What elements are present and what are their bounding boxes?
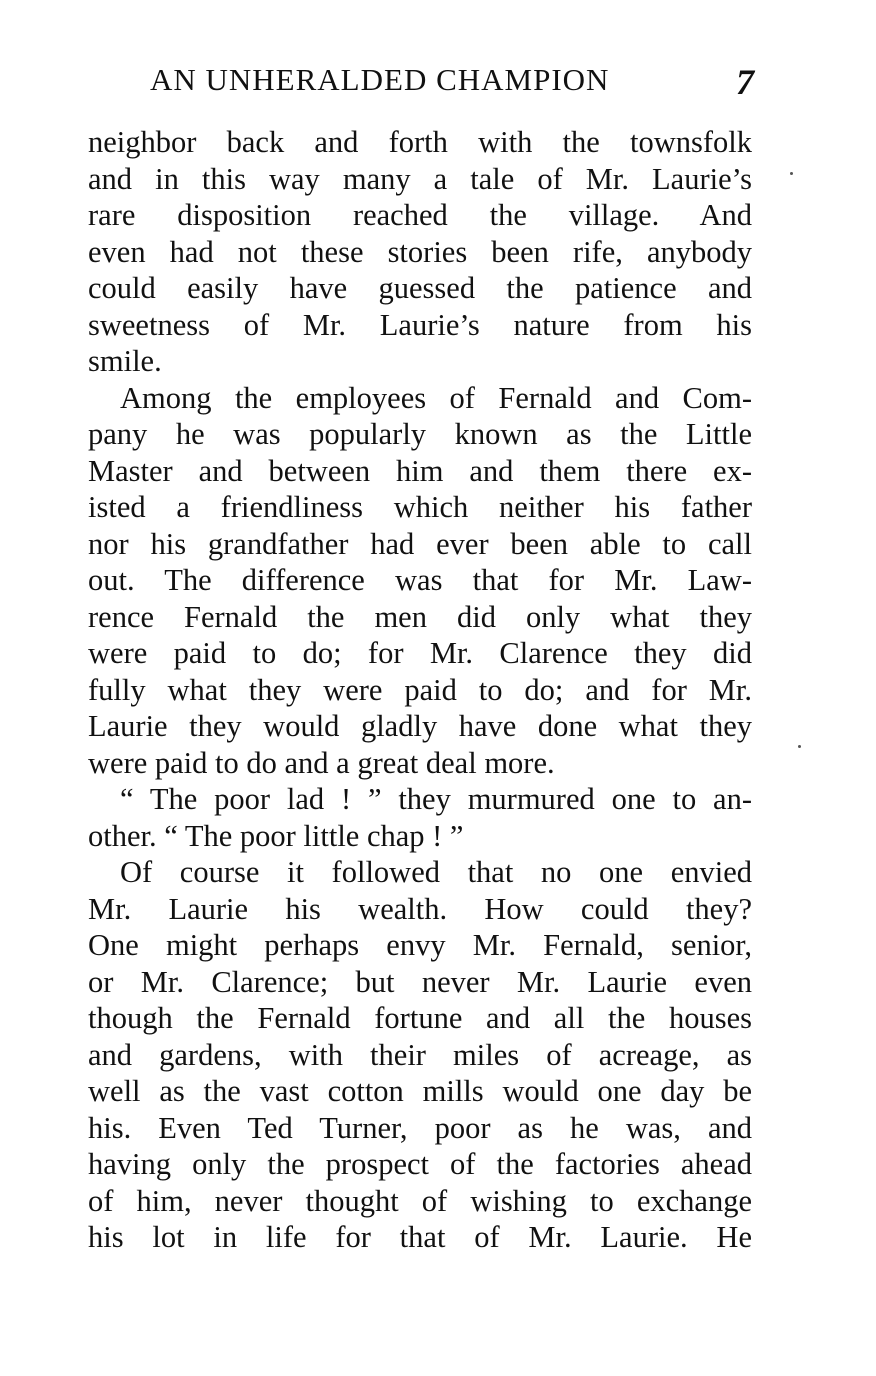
text-line: sweetness of Mr. Laurie’s nature from his	[88, 307, 752, 342]
running-title: AN UNHERALDED CHAMPION	[150, 62, 610, 97]
text-line: and gardens, with their miles of acreage, as	[88, 1037, 752, 1072]
text-line: his. Even Ted Turner, poor as he was, and	[88, 1110, 752, 1145]
text-line: isted a friendliness which neither his father	[88, 490, 752, 524]
text-line: nor his grandfather had ever been able to call	[88, 526, 752, 561]
text-line: Master and between him and them there ex-	[88, 453, 752, 488]
print-speck	[798, 745, 801, 748]
text-line: fully what they were paid to do; and for Mr.	[88, 672, 752, 707]
text-line: smile.	[88, 344, 162, 378]
text-line: rence Fernald the men did only what they	[88, 599, 752, 634]
text-line: well as the vast cotton mills would one day be	[88, 1074, 752, 1108]
text-line: Of course it followed that no one envied	[120, 855, 752, 889]
text-line: were paid to do and a great deal more.	[88, 745, 555, 780]
body-text	[88, 124, 752, 1256]
text-line: could easily have guessed the patience and	[88, 271, 752, 305]
text-line: having only the prospect of the factories ahead	[88, 1147, 752, 1181]
running-head	[150, 58, 760, 102]
text-line: were paid to do; for Mr. Clarence they did	[88, 636, 752, 670]
text-line: or Mr. Clarence; but never Mr. Laurie even	[88, 964, 752, 999]
text-line: out. The difference was that for Mr. Law-	[88, 563, 752, 597]
text-line: even had not these stories been rife, anybody	[88, 234, 752, 269]
text-line: and in this way many a tale of Mr. Laurie’s	[88, 161, 752, 196]
print-speck	[790, 172, 793, 175]
page-number: 7	[736, 62, 754, 102]
text-line: One might perhaps envy Mr. Fernald, senior,	[88, 928, 752, 962]
text-line: Mr. Laurie his wealth. How could they?	[88, 891, 752, 926]
text-line: neighbor back and forth with the townsfolk	[88, 125, 752, 159]
text-line: rare disposition reached the village. And	[88, 198, 752, 232]
text-line: “ The poor lad ! ” they murmured one to an-	[120, 782, 752, 816]
text-line: pany he was popularly known as the Little	[88, 417, 752, 451]
text-line: other. “ The poor little chap ! ”	[88, 818, 464, 853]
text-line: Laurie they would gladly have done what they	[88, 709, 752, 743]
text-line: of him, never thought of wishing to exchange	[88, 1183, 752, 1218]
text-line: Among the employees of Fernald and Com-	[120, 380, 752, 415]
text-line: though the Fernald fortune and all the houses	[88, 1001, 752, 1035]
text-line: his lot in life for that of Mr. Laurie. He	[88, 1220, 752, 1254]
